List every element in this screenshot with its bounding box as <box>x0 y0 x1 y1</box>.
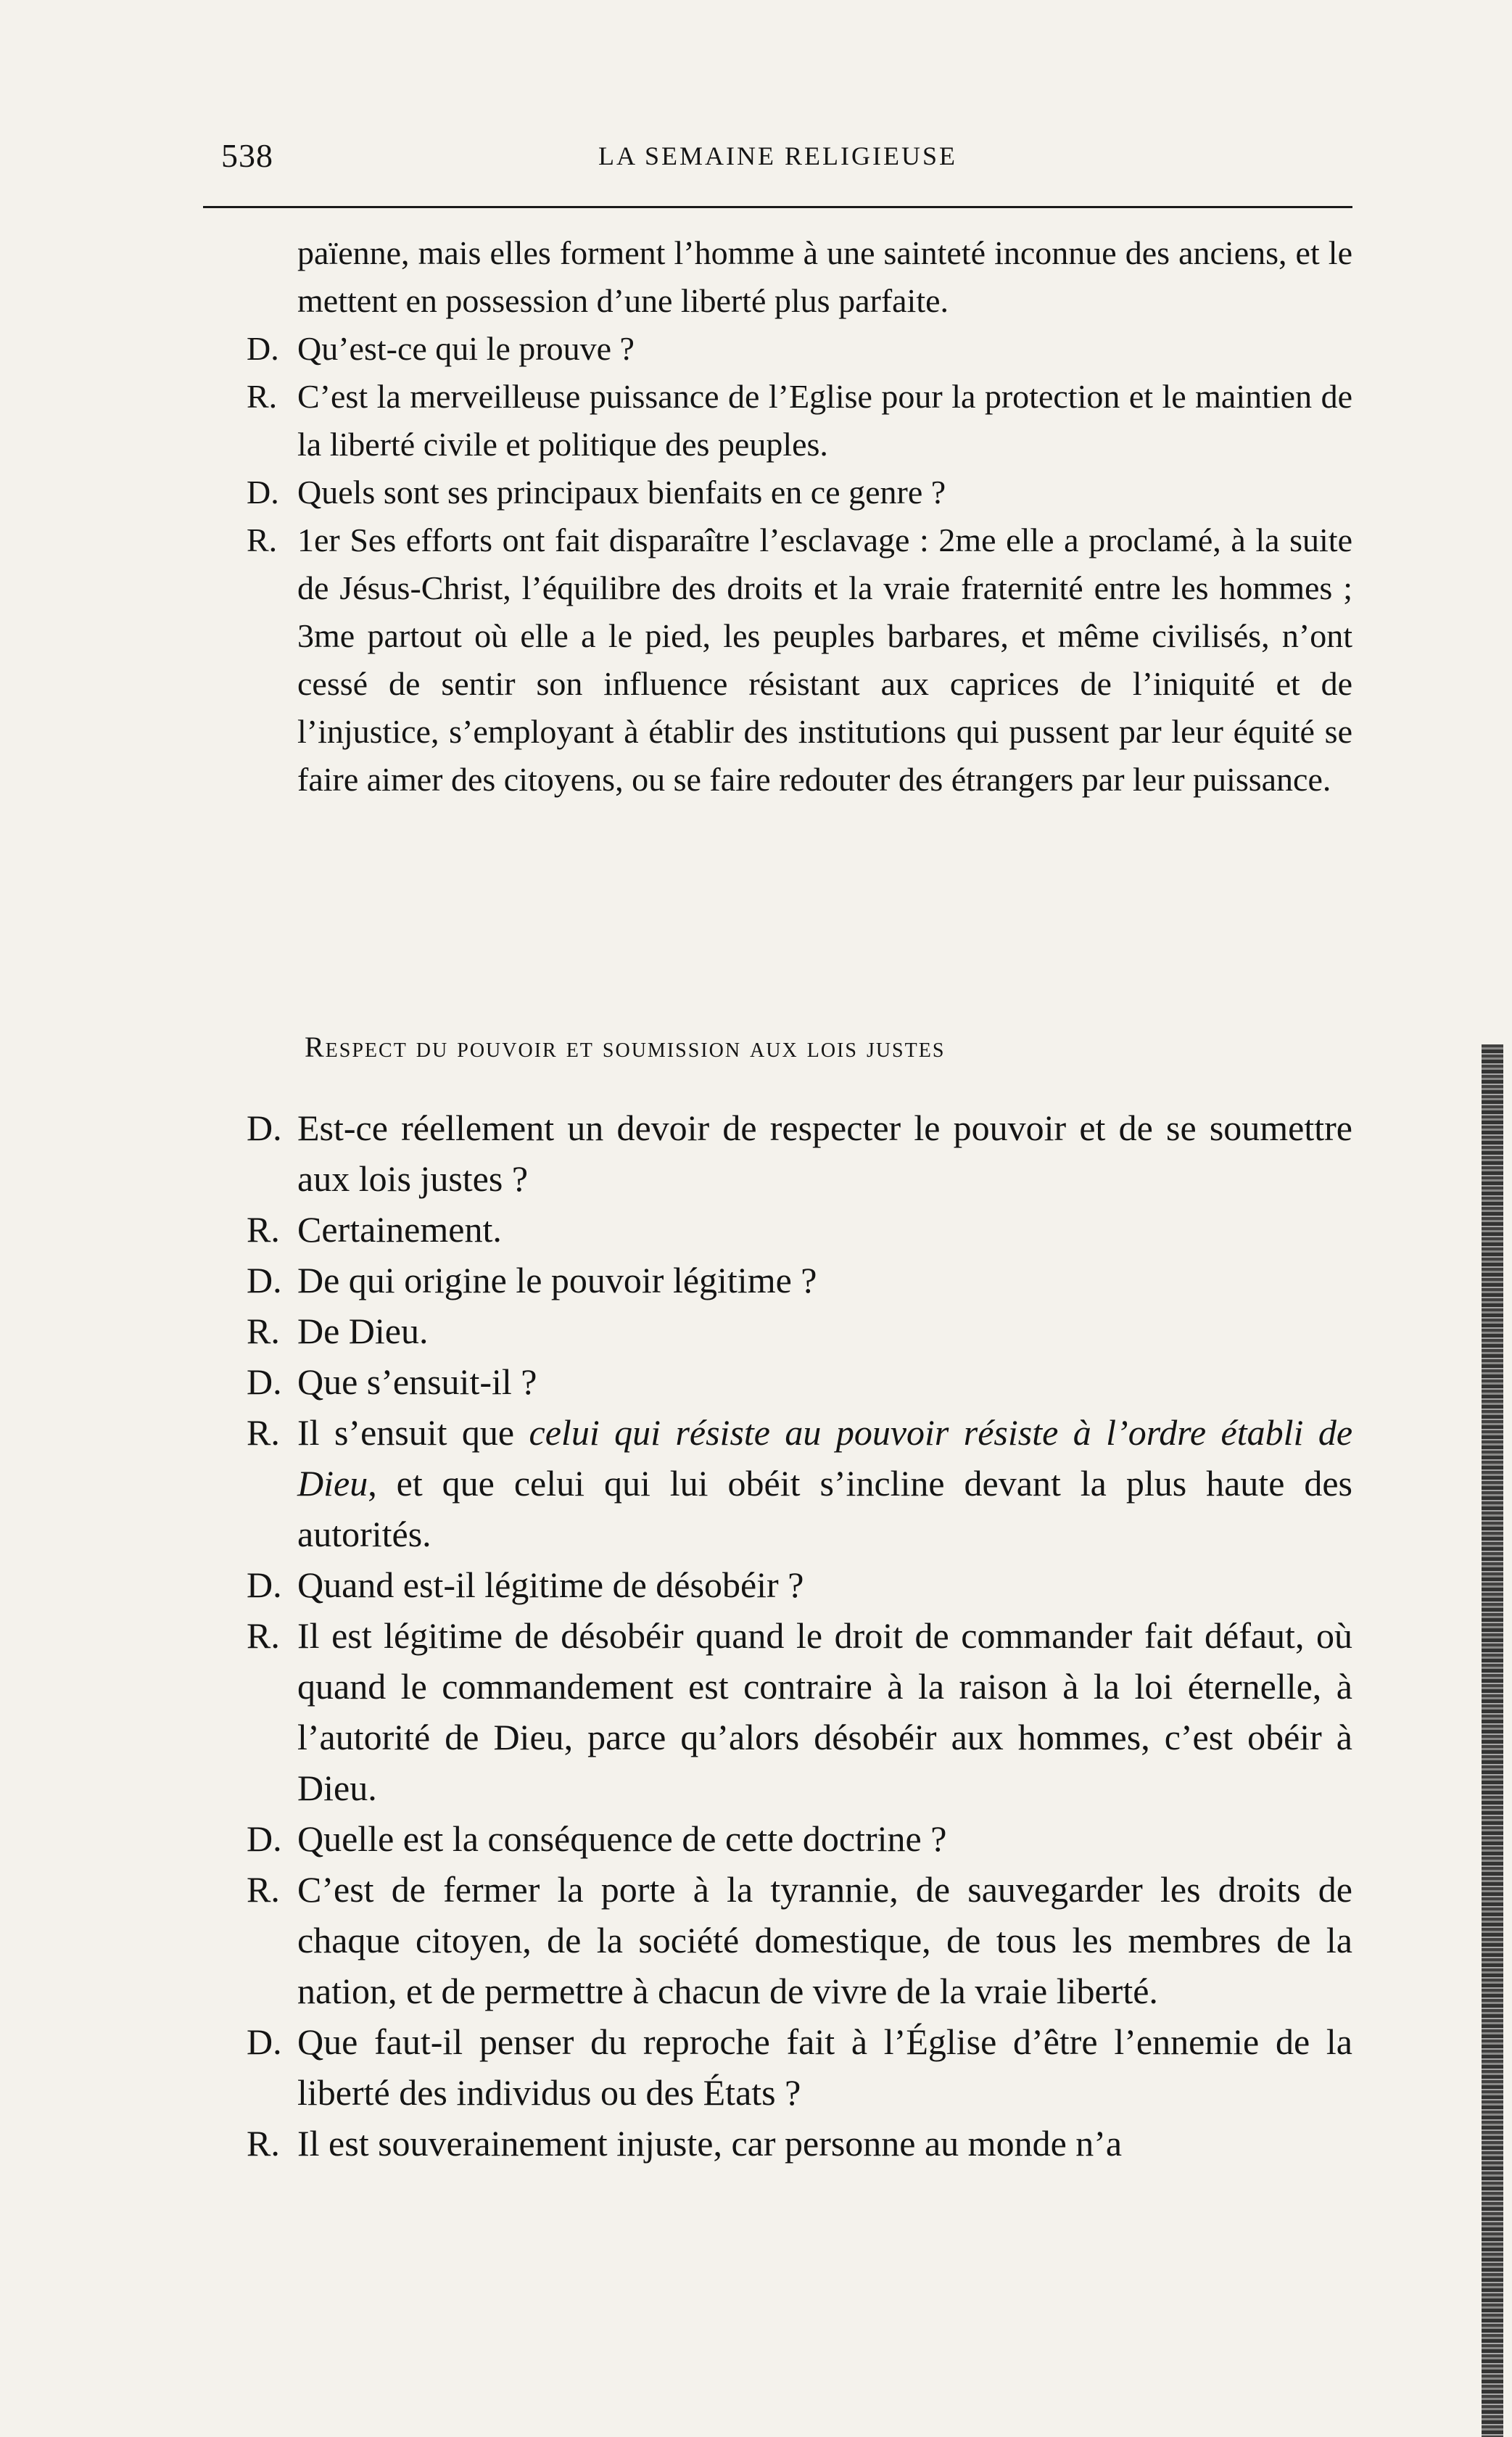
question <box>247 1559 1352 1610</box>
answer <box>247 516 1352 804</box>
entry-text: De qui origine le pouvoir légitime ? <box>297 1260 817 1300</box>
entry-text: Quand est-il légitime de désobéir ? <box>297 1564 804 1605</box>
header-rule <box>203 206 1352 208</box>
answer <box>247 373 1352 469</box>
question <box>247 1813 1352 1864</box>
entry-text: Certainement. <box>297 1209 502 1250</box>
entry-tag: D. <box>247 1564 282 1605</box>
entry-tag: R. <box>247 1412 280 1453</box>
answer <box>247 1610 1352 1813</box>
entry-text: 1er Ses efforts ont fait disparaître l’esclavage : 2me elle a proclamé, à la suite de Jésus-Christ, l’équilibre des droits et la vraie fraternité entre les hommes ; 3me partout où elle a le pied, les peuples barbares, et même civilisés, n’ont cessé de sentir son influence résistant aux caprices de l’iniquité et de l’injustice, s’employant à établir des institutions qui pussent par leur équité se faire aimer des citoyens, ou se faire redouter des étrangers par leur puissance. <box>297 521 1352 798</box>
running-title: LA SEMAINE RELIGIEUSE <box>598 141 957 170</box>
entry-tag: D. <box>247 474 279 511</box>
entry-text: De Dieu. <box>297 1311 429 1351</box>
entry-tag: D. <box>247 2021 282 2062</box>
page-header <box>221 136 1352 180</box>
entry-tag: R. <box>247 1869 280 1910</box>
entry-text: Que faut-il penser du reproche fait à l’Église d’être l’ennemie de la liberté des individus ou des États ? <box>297 2021 1352 2113</box>
entry-tag: R. <box>247 378 278 415</box>
answer <box>247 1306 1352 1356</box>
entry-tag: D. <box>247 330 279 367</box>
entry-text-before: Il s’ensuit que <box>297 1412 529 1453</box>
entry-tag: R. <box>247 521 278 558</box>
text-block-2 <box>247 1102 1352 2169</box>
page-number: 538 <box>221 137 273 174</box>
question <box>247 1102 1352 1204</box>
entry-text-italic: celui qui résiste au pouvoir résiste à l’ordre établi de Dieu <box>297 1412 1353 1504</box>
entry-tag: D. <box>247 1260 282 1300</box>
entry-tag: D. <box>247 1361 282 1402</box>
entry-tag: R. <box>247 1209 280 1250</box>
entry-text: Quelle est la conséquence de cette doctrine ? <box>297 1818 947 1859</box>
question <box>247 1356 1352 1407</box>
entry-text: Est-ce réellement un devoir de respecter le pouvoir et de se soumettre aux lois justes ? <box>297 1108 1352 1199</box>
question <box>247 2016 1352 2118</box>
entry-tag: R. <box>247 2123 280 2164</box>
question <box>247 325 1352 373</box>
entry-text: C’est de fermer la porte à la tyrannie, de sauvegarder les droits de chaque citoyen, de la société domestique, de tous les membres de la nation, et de permettre à chacun de vivre de la vraie liberté. <box>297 1869 1352 2011</box>
entry-text-after: , et que celui qui lui obéit s’incline devant la plus haute des autorités. <box>297 1463 1352 1554</box>
entry-text: Qu’est-ce qui le prouve ? <box>297 330 635 367</box>
entry-text: C’est la merveilleuse puissance de l’Eglise pour la protection et le maintien de la liberté civile et politique des peuples. <box>297 378 1352 463</box>
question <box>247 469 1352 516</box>
text-block-1 <box>247 229 1352 804</box>
answer <box>247 2118 1352 2169</box>
scan-edge-noise <box>1482 1044 1503 2437</box>
section-title: Respect du pouvoir et soumission aux lois justes <box>305 1031 946 1063</box>
entry-tag: R. <box>247 1615 280 1656</box>
answer <box>247 1407 1352 1559</box>
paragraph <box>247 229 1352 325</box>
entry-text: Il est souverainement injuste, car personne au monde n’a <box>297 2123 1123 2164</box>
entry-tag: D. <box>247 1108 282 1148</box>
answer <box>247 1864 1352 2016</box>
entry-tag: D. <box>247 1818 282 1859</box>
entry-tag: R. <box>247 1311 280 1351</box>
entry-text: Il est légitime de désobéir quand le droit de commander fait défaut, où quand le commandement est contraire à la raison à la loi éternelle, à l’autorité de Dieu, parce qu’alors désobéir aux hommes, c’est obéir à Dieu. <box>297 1615 1352 1808</box>
entry-text: Quels sont ses principaux bienfaits en ce genre ? <box>297 474 946 511</box>
answer <box>247 1204 1352 1255</box>
paragraph-text: païenne, mais elles forment l’homme à une sainteté inconnue des anciens, et le mettent en possession d’une liberté plus parfaite. <box>297 234 1352 319</box>
question <box>247 1255 1352 1306</box>
entry-text: Que s’ensuit-il ? <box>297 1361 537 1402</box>
